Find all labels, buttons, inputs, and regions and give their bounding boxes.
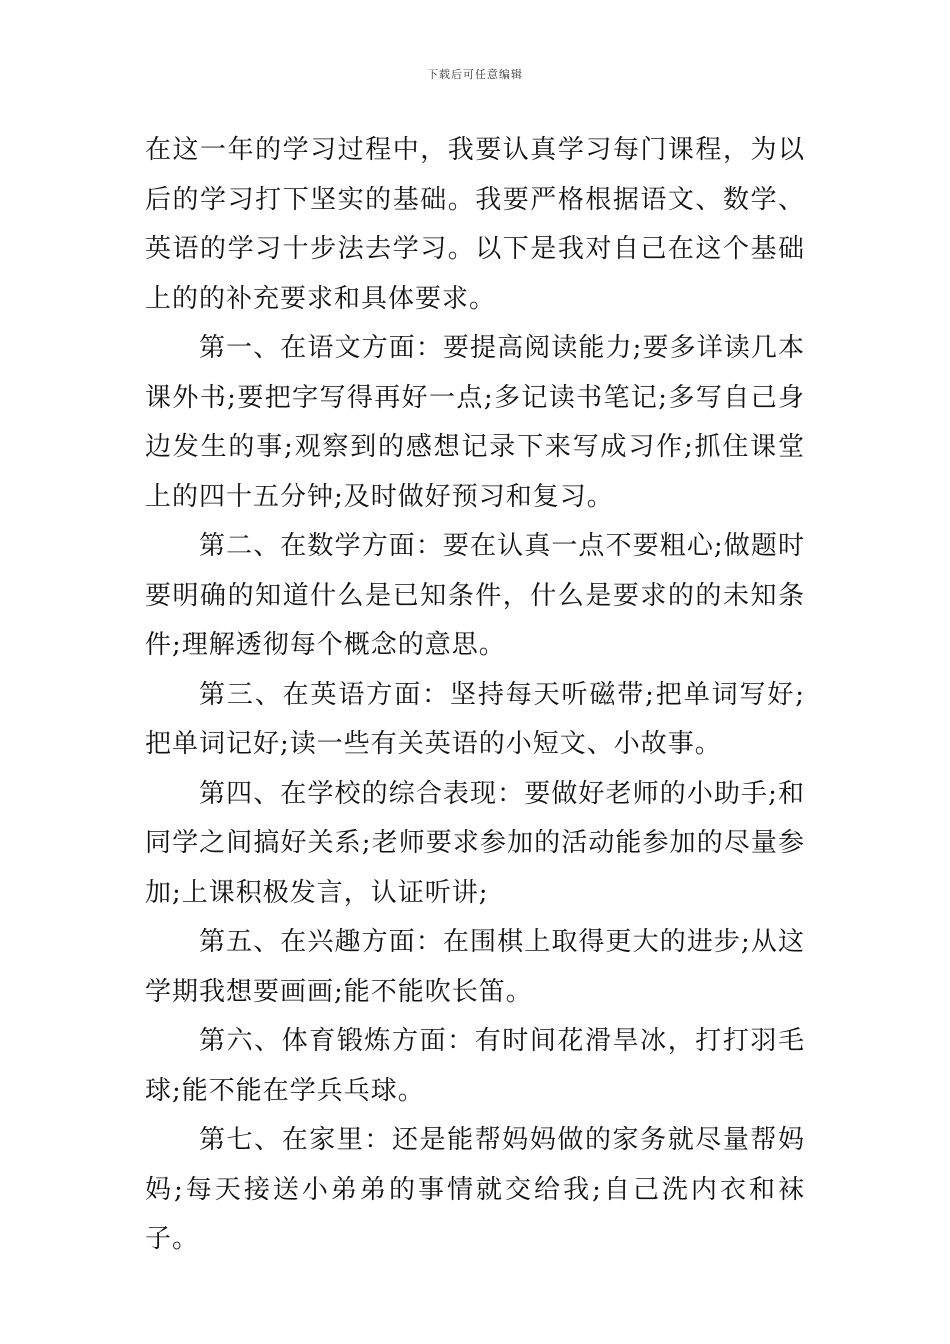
header-note: 下载后可任意编辑 xyxy=(427,68,523,81)
paragraph-chinese: 第一、在语文方面：要提高阅读能力;要多详读几本课外书;要把字写得再好一点;多记读书笔记;多写自己身边发生的事;观察到的感想记录下来写成习作;抓住课堂上的四十五分钟;及时做好预习和复习。 xyxy=(145,333,805,512)
paragraph-hobbies: 第五、在兴趣方面：在围棋上取得更大的进步;从这学期我想要画画;能不能吹长笛。 xyxy=(145,927,805,1007)
document-body xyxy=(145,126,805,1265)
paragraph-math: 第二、在数学方面：要在认真一点不要粗心;做题时要明确的知道什么是已知条件，什么是要求的的未知条件;理解透彻每个概念的意思。 xyxy=(145,531,805,660)
paragraph-school: 第四、在学校的综合表现：要做好老师的小助手;和同学之间搞好关系;老师要求参加的活动能参加的尽量参加;上课积极发言，认证听讲; xyxy=(145,778,805,908)
paragraph-intro: 在这一年的学习过程中，我要认真学习每门课程，为以后的学习打下坚实的基础。我要严格根据语文、数学、英语的学习十步法去学习。以下是我对自己在这个基础上的的补充要求和具体要求。 xyxy=(145,135,805,314)
paragraph-sports: 第六、体育锻炼方面：有时间花滑旱冰，打打羽毛球;能不能在学兵乓球。 xyxy=(145,1026,805,1106)
page-header xyxy=(0,66,950,82)
paragraph-home: 第七、在家里：还是能帮妈妈做的家务就尽量帮妈妈;每天接送小弟弟的事情就交给我;自己洗内衣和袜子。 xyxy=(145,1125,805,1254)
paragraph-english: 第三、在英语方面：坚持每天听磁带;把单词写好;把单词记好;读一些有关英语的小短文、小故事。 xyxy=(145,679,805,759)
